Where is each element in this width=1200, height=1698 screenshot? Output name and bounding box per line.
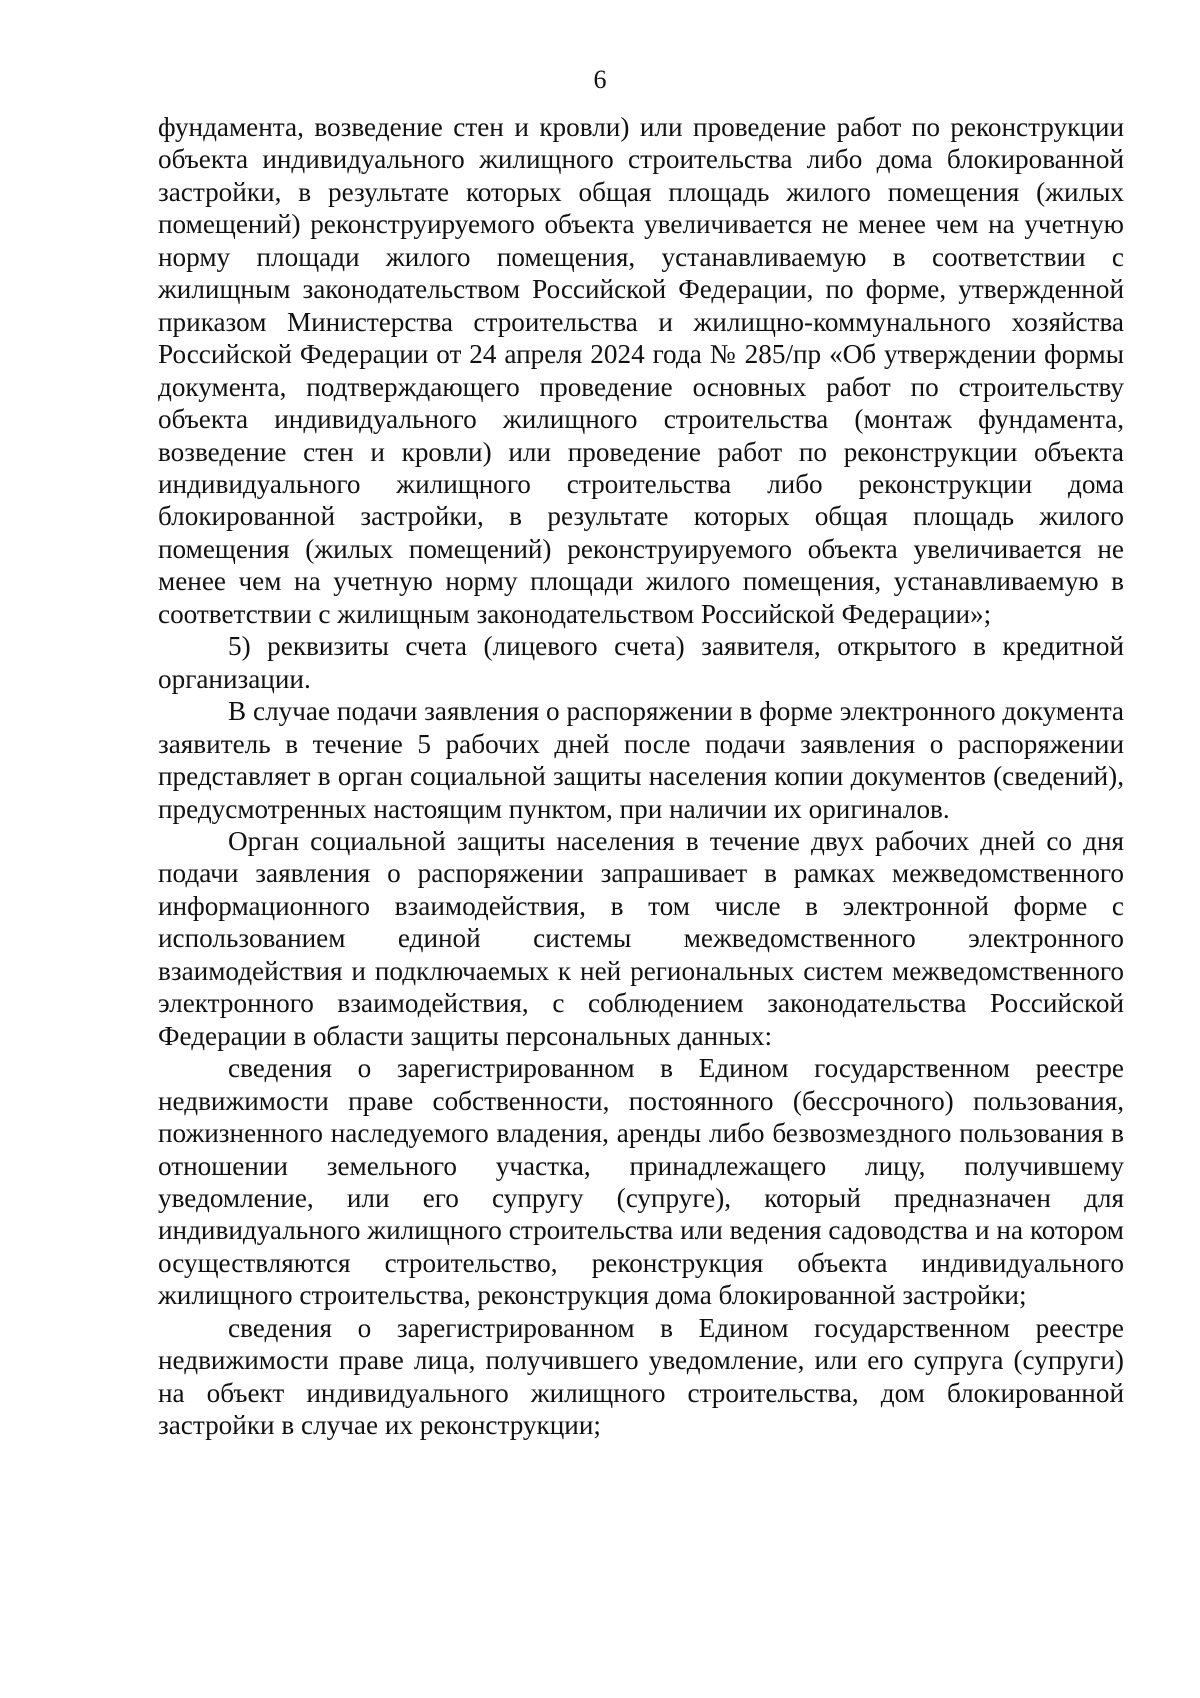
page-number: 6: [593, 65, 607, 94]
paragraph-land-plot-rights: сведения о зарегистрированном в Едином государственном реестре недвижимости праве собственности, постоянного (бессрочного) пользования, пожизненного наследуемого владения, аренды либо безвозмездного пользования в отношении земельного участка, принадлежащего лицу, получившему уведомление, или его супругу (супруге), который предназначен для индивидуального жилищного строительства или ведения садоводства и на котором осуществляются строительство, реконструкция объекта индивидуального жилищного строительства, реконструкция дома блокированной застройки;: [158, 1053, 1124, 1311]
paragraph-object-rights: сведения о зарегистрированном в Едином государственном реестре недвижимости праве лица, получившего уведомление, или его супруга (супруги) на объект индивидуального жилищного строительства, дом блокированной застройки в случае их реконструкции;: [158, 1312, 1124, 1441]
paragraph-continuation: фундамента, возведение стен и кровли) или проведение работ по реконструкции объекта индивидуального жилищного строительства либо дома блокированной застройки, в результате которых общая площадь жилого помещения (жилых помещений) реконструируемого объекта увеличивается не менее чем на учетную норму площади жилого помещения, устанавливаемую в соответствии с жилищным законодательством Российской Федерации, по форме, утвержденной приказом Министерства строительства и жилищно-коммунального хозяйства Российской Федерации от 24 апреля 2024 года № 285/пр «Об утверждении формы документа, подтверждающего проведение основных работ по строительству объекта индивидуального жилищного строительства (монтаж фундамента, возведение стен и кровли) или проведение работ по реконструкции объекта индивидуального жилищного строительства либо реконструкции дома блокированной застройки, в результате которых общая площадь жилого помещения (жилых помещений) реконструируемого объекта увеличивается не менее чем на учетную норму площади жилого помещения, устанавливаемую в соответствии с жилищным законодательством Российской Федерации»;: [158, 112, 1124, 629]
document-body: [158, 111, 1124, 1442]
paragraph-electronic-submission: В случае подачи заявления о распоряжении в форме электронного документа заявитель в течение 5 рабочих дней после подачи заявления о распоряжении представляет в орган социальной защиты населения копии документов (сведений), предусмотренных настоящим пунктом, при наличии их оригиналов.: [158, 696, 1124, 824]
paragraph-interagency-request: Орган социальной защиты населения в течение двух рабочих дней со дня подачи заявления о распоряжении запрашивает в рамках межведомственного информационного взаимодействия, в том числе в электронной форме с использованием единой системы межведомственного электронного взаимодействия и подключаемых к ней региональных систем межведомственного электронного взаимодействия, с соблюдением законодательства Российской Федерации в области защиты персональных данных:: [158, 825, 1124, 1051]
paragraph-item-5: 5) реквизиты счета (лицевого счета) заявителя, открытого в кредитной организации.: [158, 631, 1124, 694]
